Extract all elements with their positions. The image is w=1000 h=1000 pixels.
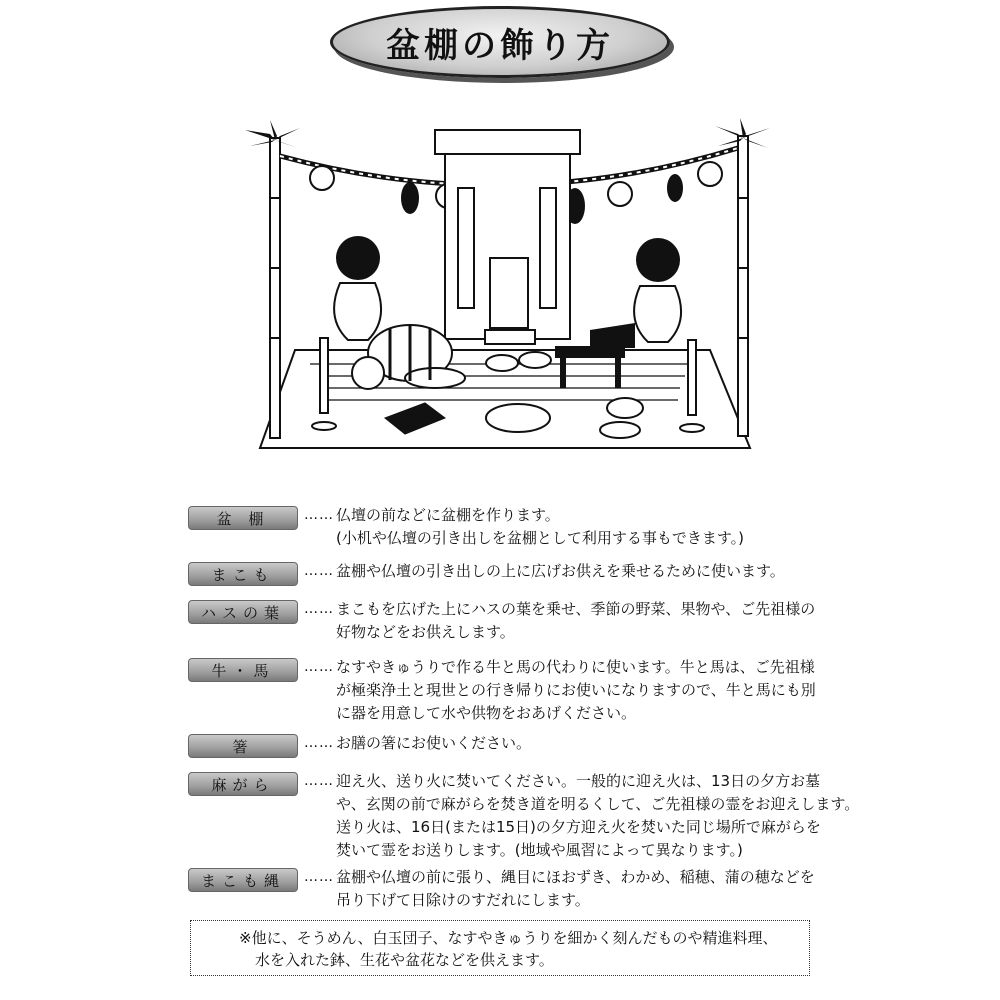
item-label: 盆 棚 [188,506,298,530]
note-line-1: ※他に、そうめん、白玉団子、なすやきゅうりを細かく刻んだものや精進料理、 [239,929,778,947]
item-description: 仏壇の前などに盆棚を作ります。 (小机や仏壇の引き出しを盆棚として利用する事もできます。) [336,506,745,547]
item-description: お膳の箸にお使いください。 [336,734,532,752]
title-badge [330,6,670,78]
item-label: まこも [188,562,298,586]
item-label: 麻がら [188,772,298,796]
note-box [190,920,810,976]
leader-dots: …… [304,659,334,675]
leader-dots: …… [304,563,334,579]
page-title: 盆棚の飾り方 [386,25,614,66]
item-label: 箸 [188,734,298,758]
item-description: 迎え火、送り火に焚いてください。一般的に迎え火は、13日の夕方お墓 や、玄関の前で麻がらを焚き道を明るくして、ご先祖様の霊をお迎えします。 送り火は、16日(または15日)の夕方迎え火を焚いた同じ場所で麻がらを 焚いて霊をお送りします。(地域や風習によって異なります。) [336,772,860,859]
leader-dots: …… [304,601,334,617]
note-line-2: 水を入れた鉢、生花や盆花などを供えます。 [255,951,554,969]
leader-dots: …… [304,507,334,523]
leader-dots: …… [304,773,334,789]
item-description: 盆棚や仏壇の前に張り、縄目にほおずき、わかめ、稲穂、蒲の穂などを 吊り下げて日除けのすだれにします。 [336,868,815,909]
leader-dots: …… [304,869,334,885]
item-description: まこもを広げた上にハスの葉を乗せ、季節の野菜、果物や、ご先祖様の 好物などをお供えします。 [336,600,816,641]
item-description: 盆棚や仏壇の引き出しの上に広げお供えを乗せるために使います。 [336,562,785,580]
leader-dots: …… [304,735,334,751]
bon-altar-illustration [240,118,770,458]
item-label: まこも縄 [188,868,298,892]
item-label: ハスの葉 [188,600,298,624]
item-label: 牛・馬 [188,658,298,682]
item-description: なすやきゅうりで作る牛と馬の代わりに使います。牛と馬は、ご先祖様 が極楽浄土と現世との行き帰りにお使いになりますので、牛と馬にも別 に器を用意して水や供物をおあげください。 [336,658,816,722]
